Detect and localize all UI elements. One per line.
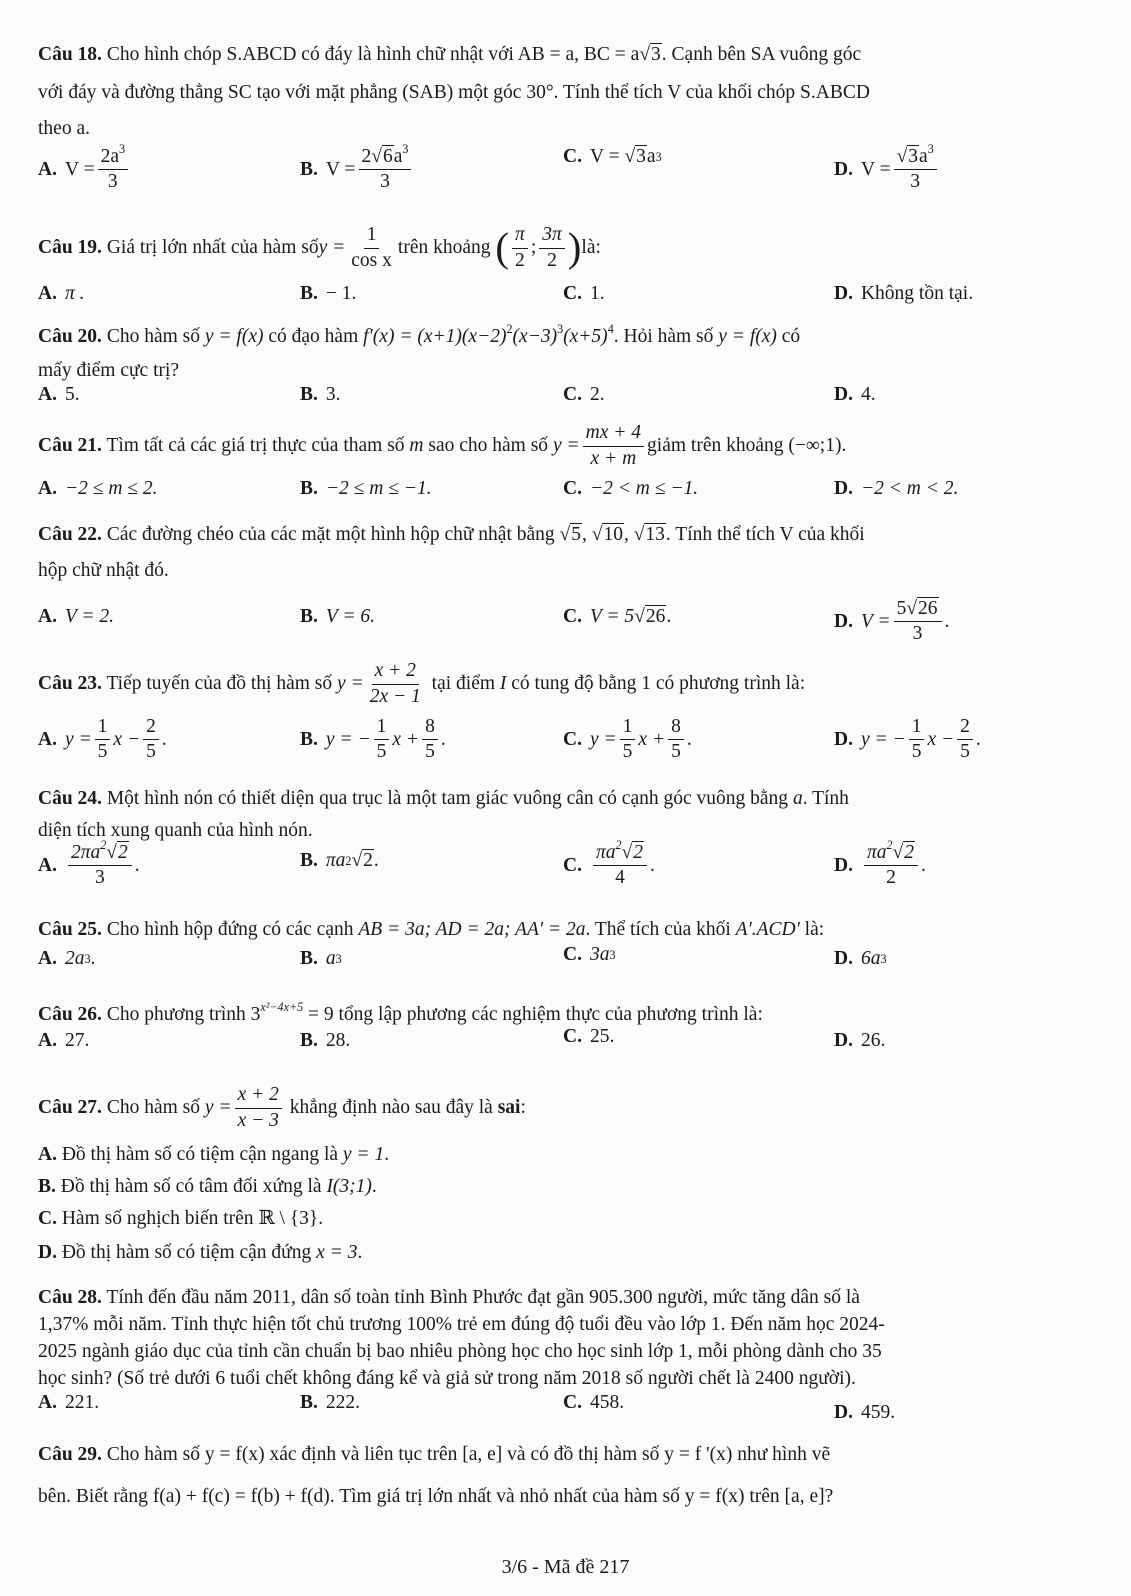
option-b[interactable]: B. −2 ≤ m ≤ −1.: [300, 478, 432, 499]
fraction: $\frac{√3a^3}{3}$: [894, 146, 937, 194]
question-text: Cho hình chóp S.ABCD có đáy là hình chữ nhật với AB = a, BC = a: [101, 44, 640, 65]
question-label: Câu 21.: [38, 434, 102, 456]
question-22: Câu 22. Các đường chéo của các mặt một hình hộp chữ nhật bằng √5, √10, √13. Tính thể tích V của khối: [38, 524, 865, 545]
option-d[interactable]: D. Không tồn tại.: [834, 283, 974, 304]
exam-page: Câu 18. Cho hình chóp S.ABCD có đáy là hình chữ nhật với AB = a, BC = a√3. Cạnh bên SA vuông góc với đáy và đường thẳng SC tạo với mặt phẳng (SAB) một góc 30°. Tính thể tích V của khối chóp S.ABCD theo a. A. V = $\frac{2a^3}{3}$ B. V = $\frac{2√6a^3}{3}$ C. V = √3 a 3 D. V = $\frac{√3a^3}{3}$ Câu 19. Giá trị lớn nhất của hàm số y = $\frac{1}{\text{cos x}}$ trên khoảng ( $\frac{\pi}{2}$ ; $\frac{3\pi}{2}$ ) là: A. π . B. − 1. C. 1. D. Không tồn tại. Câu 20. Cho hàm số y = f(x) có đạo hàm $f'(x) = (x+1)(x-2)^2(x-3)^3(x+5)^4$. Hỏi hàm số y = f(x) có mấy điểm cực trị? A. 5. B. 3. C. 2. D. 4. Câu 21. Tìm tất cả các giá trị thực của tham số m sao cho hàm số y = $\frac{mx + 4}{x + m}$ giảm trên khoảng (−∞;1). A. −2 ≤ m ≤ 2. B. −2 ≤ m ≤ −1. C. −2 < m ≤ −1. D. −2 < m < 2. Câu 22. Các đường chéo của các mặt một hình hộp chữ nhật bằng √5, √10, √13. Tính thể tích V của khối hộp chữ nhật đó. A. V = 2. B. V = 6. C. V = 5 √26 . D. V = $\frac{5√26}{3}$ . Câu 23. Tiếp tuyến của đồ thị hàm số y = $\frac{x + 2}{2x - 1}$ tại điểm I có tung độ bằng 1 có phương trình là: A. y = $\frac{1}{5}$ x − $\frac{2}{5}$ . B. y = − $\frac{1}{5}$ x + $\frac{8}{5}$ . C. y = $\frac{1}{5}$ x + $\frac{8}{5}$ . D. y = − $\frac{1}{5}$ x − $\frac{2}{5}$ . Câu 24. Một hình nón có thiết diện qua trục là một tam giác vuông cân có cạnh góc vuông bằng a. Tính diện tích xung quanh của hình nón. A. $\frac{2\pi a^2√2}{3}$ . B. πa 2 √2 . C. $\frac{\pi a^2√2}{4}$ . D. $\frac{\pi a^2√2}{2}$ . Câu 25. Cho hình hộp đứng có các cạnh AB = 3a; AD = 2a; AA' = 2a. Thể tích của khối A'.ACD' là: A. 2a 3 . B. a 3 C. 3a 3 D. 6a 3 Câu 26. Cho phương trình $3^{x^2-4x+5} = 9$ tổng lập phương các nghiệm thực của phương trình là: A. 27. B. 28. C. 25. D. 26. Câu 27. Cho hàm số y = $\frac{x + 2}{x - 3}$ khẳng định nào sau đây là sai : A. Đồ thị hàm số có tiệm cận ngang là y = 1. B. Đồ thị hàm số có tâm đối xứng là I(3;1). C. Hàm số nghịch biến trên ℝ \ {3}. D. Đồ thị hàm số có tiệm cận đứng x = 3. Câu 28. Tính đến đầu năm 2011, dân số toàn tỉnh Bình Phước đạt gần 905.300 người, mức tăng dân số là 1,37% mỗi năm. Tỉnh thực hiện tốt chủ trương 100% trẻ em đúng độ tuổi đều vào lớp 1. Đến năm học 2024- 2025 ngành giáo dục của tỉnh cần chuẩn bị bao nhiêu phòng học cho học sinh lớp 1, mỗi phòng dành cho 35 học sinh? (Số trẻ dưới 6 tuổi chết không đáng kể và giả sử trong năm 2018 số người chết là 2400 người). A. 221. B. 222. C. 458. D. 459. Câu 29. Cho hàm số y = f(x) xác định và liên tục trên [a, e] và có đồ thị hàm số y = f '(x) như hình vẽ bên. Biết rằng f(a) + f(c) = f(b) + f(d). Tìm giá trị lớn nhất và nhỏ nhất của hàm số y = f(x) trên [a, e]? 3/6 - Mã đề 217: [0, 0, 1131, 1596]
question-23: Câu 23. Tiếp tuyến của đồ thị hàm số y = $\frac{x + 2}{2x - 1}$ tại điểm I có tung độ bằng 1 có phương trình là:: [38, 660, 806, 707]
question-label: Câu 20.: [38, 326, 102, 347]
option-d[interactable]: D. 6a 3: [834, 948, 887, 969]
options-row-26: [38, 1026, 1091, 1070]
question-22-line-2: hộp chữ nhật đó.: [38, 560, 169, 581]
option-c[interactable]: C. y = $\frac{1}{5}$ x + $\frac{8}{5}$ .: [563, 716, 692, 763]
sqrt-expr: √3: [639, 44, 661, 65]
option-d[interactable]: D. 4.: [834, 384, 876, 405]
option-b[interactable]: B. V = $\frac{2√6a^3}{3}$: [300, 146, 414, 194]
option-b[interactable]: B. πa 2 √2 .: [300, 850, 379, 871]
option-d[interactable]: D. V = $\frac{√3a^3}{3}$: [834, 146, 940, 194]
option-b[interactable]: B. V = 6.: [300, 606, 375, 627]
question-27: Câu 27. Cho hàm số y = $\frac{x + 2}{x - 3}$ khẳng định nào sau đây là sai :: [38, 1084, 526, 1131]
option-a[interactable]: A. π .: [38, 283, 85, 304]
question-label: Câu 27.: [38, 1096, 102, 1118]
option-d[interactable]: D. 26.: [834, 1030, 886, 1051]
options-row-23: [38, 716, 1091, 776]
option-b[interactable]: B. y = − $\frac{1}{5}$ x + $\frac{8}{5}$ .: [300, 716, 446, 763]
options-row-21: [38, 478, 1091, 518]
option-d[interactable]: D. −2 < m < 2.: [834, 478, 959, 499]
option-a[interactable]: A. y = $\frac{1}{5}$ x − $\frac{2}{5}$ .: [38, 716, 167, 763]
fraction: $\frac{2a^3}{3}$: [98, 146, 128, 194]
question-21: Câu 21. Tìm tất cả các giá trị thực của tham số m sao cho hàm số y = $\frac{mx + 4}{x + m}$ giảm trên khoảng (−∞;1).: [38, 422, 847, 469]
option-c[interactable]: C. −2 < m ≤ −1.: [563, 478, 699, 499]
fraction: $\frac{mx + 4}{x + m}$: [583, 422, 644, 470]
question-label: Câu 25.: [38, 919, 102, 940]
question-label: Câu 22.: [38, 524, 102, 545]
option-c[interactable]: C. 3a 3: [563, 944, 616, 965]
fraction: $\frac{x + 2}{x - 3}$: [235, 1084, 282, 1132]
option-b[interactable]: B. 3.: [300, 384, 341, 405]
option-b[interactable]: B. 28.: [300, 1030, 351, 1051]
question-29: Câu 29. Cho hàm số y = f(x) xác định và liên tục trên [a, e] và có đồ thị hàm số y = f '(x) như hình vẽ: [38, 1444, 831, 1465]
question-25: Câu 25. Cho hình hộp đứng có các cạnh AB = 3a; AD = 2a; AA' = 2a. Thể tích của khối A'.ACD' là:: [38, 919, 825, 940]
option-b[interactable]: B. 222.: [300, 1392, 361, 1413]
question-label: Câu 19.: [38, 236, 102, 258]
option-d[interactable]: D. Đồ thị hàm số có tiệm cận đứng x = 3.: [38, 1242, 363, 1263]
options-row-22: [38, 598, 1091, 654]
options-row-18: [38, 141, 1091, 206]
question-18-line-2: với đáy và đường thẳng SC tạo với mặt phẳng (SAB) một góc 30°. Tính thể tích V của khối chóp S.ABCD: [38, 82, 870, 103]
option-a[interactable]: A. V = $\frac{2a^3}{3}$: [38, 146, 131, 194]
question-18: Câu 18. Cho hình chóp S.ABCD có đáy là hình chữ nhật với AB = a, BC = a√3. Cạnh bên SA vuông góc: [38, 40, 1091, 70]
option-b[interactable]: B. Đồ thị hàm số có tâm đối xứng là I(3;1).: [38, 1176, 377, 1197]
question-label: Câu 28.: [38, 1287, 102, 1308]
question-label: Câu 29.: [38, 1444, 102, 1465]
option-a[interactable]: A. −2 ≤ m ≤ 2.: [38, 478, 158, 499]
fraction: $\frac{1}{\text{cos x}}$: [351, 224, 392, 271]
option-a[interactable]: A. 2a 3 .: [38, 948, 96, 969]
question-label: Câu 18.: [38, 44, 102, 65]
question-18-line-3: theo a.: [38, 118, 90, 139]
options-row-28: [38, 1392, 1091, 1432]
question-label: Câu 26.: [38, 1004, 102, 1025]
option-c[interactable]: C. V = √3 a 3: [563, 146, 662, 167]
option-c[interactable]: C. 25.: [563, 1026, 615, 1047]
option-c[interactable]: C. V = 5 √26 .: [563, 606, 672, 627]
option-b[interactable]: B. a 3: [300, 948, 342, 969]
option-c[interactable]: C. 458.: [563, 1392, 625, 1413]
option-a[interactable]: A. Đồ thị hàm số có tiệm cận ngang là y = 1.: [38, 1144, 390, 1165]
fraction: $\frac{5√26}{3}$: [894, 598, 942, 646]
option-a[interactable]: A. 27.: [38, 1030, 90, 1051]
option-d[interactable]: D. 459.: [834, 1402, 896, 1423]
option-a[interactable]: A. 5.: [38, 384, 80, 405]
question-24-line-2: diện tích xung quanh của hình nón.: [38, 820, 313, 841]
option-d[interactable]: D. V = $\frac{5√26}{3}$ .: [834, 598, 950, 645]
options-row-25: [38, 944, 1091, 988]
options-row-20: [38, 384, 1091, 424]
question-label: Câu 24.: [38, 788, 102, 809]
question-19: Câu 19. Giá trị lớn nhất của hàm số y = $\frac{1}{\text{cos x}}$ trên khoảng ( $\frac{\pi}{2}$ ; $\frac{3\pi}{2}$ ) là:: [38, 224, 601, 271]
option-a[interactable]: A. $\frac{2\pi a^2√2}{3}$ .: [38, 837, 140, 889]
option-a[interactable]: A. 221.: [38, 1392, 100, 1413]
option-b[interactable]: B. − 1.: [300, 283, 357, 304]
option-c[interactable]: C. Hàm số nghịch biến trên ℝ \ {3}.: [38, 1208, 324, 1229]
question-24: Câu 24. Một hình nón có thiết diện qua trục là một tam giác vuông cân có cạnh góc vuông bằng a. Tính: [38, 788, 849, 809]
question-20: Câu 20. Cho hàm số y = f(x) có đạo hàm $f'(x) = (x+1)(x-2)^2(x-3)^3(x+5)^4$. Hỏi hàm số y = f(x) có: [38, 321, 801, 347]
question-28: Câu 28. Tính đến đầu năm 2011, dân số toàn tỉnh Bình Phước đạt gần 905.300 người, mức tăng dân số là: [38, 1287, 860, 1308]
option-d[interactable]: D. $\frac{\pi a^2√2}{2}$ .: [834, 837, 926, 889]
page-footer: 3/6 - Mã đề 217: [501, 1556, 630, 1578]
question-29-line-2: bên. Biết rằng f(a) + f(c) = f(b) + f(d). Tìm giá trị lớn nhất và nhỏ nhất của hàm số y = f(x) trên [a, e]?: [38, 1486, 834, 1507]
question-20-line-2: mấy điểm cực trị?: [38, 360, 180, 381]
question-26: Câu 26. Cho phương trình $3^{x^2-4x+5} = 9$ tổng lập phương các nghiệm thực của phương trình là:: [38, 999, 763, 1025]
option-d[interactable]: D. y = − $\frac{1}{5}$ x − $\frac{2}{5}$ .: [834, 716, 981, 763]
options-row-24: [38, 837, 1091, 902]
question-label: Câu 23.: [38, 672, 102, 694]
fraction: $\frac{2√6a^3}{3}$: [359, 146, 412, 194]
option-c[interactable]: C. 1.: [563, 283, 605, 304]
fraction: $\frac{x + 2}{2x - 1}$: [369, 660, 421, 707]
option-a[interactable]: A. V = 2.: [38, 606, 115, 627]
options-row-19: [38, 283, 1091, 323]
option-c[interactable]: C. 2.: [563, 384, 605, 405]
option-c[interactable]: C. $\frac{\pi a^2√2}{4}$ .: [563, 837, 655, 889]
